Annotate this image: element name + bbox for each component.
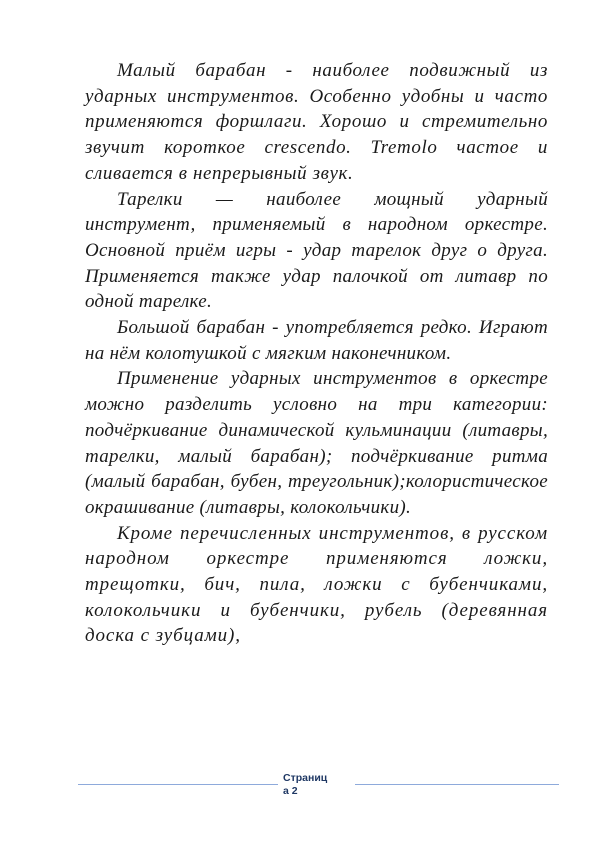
page-footer	[0, 772, 595, 812]
paragraph-percussion-usage: Применение ударных инструментов в оркестре можно разделить условно на три категории: подчёркивание динамической кульминации (литавры, тарелки, малый барабан); подчёркивание ритма (малый барабан, бубен, треугольник);колористическое окрашивание (литавры, колокольчики).	[85, 368, 548, 518]
page-number-label: Страниц а 2	[283, 772, 328, 797]
paragraph-cymbals: Тарелки — наиболее мощный ударный инструмент, применяемый в народном оркестре. Основной приём игры - удар тарелок друг о друга. Применяется также удар палочкой от литавр по одной тарелке.	[85, 188, 548, 313]
document-body	[85, 58, 548, 649]
paragraph-snare-drum: Малый барабан - наиболее подвижный из ударных инструментов. Особенно удобны и часто применяются форшлаги. Хорошо и стремительно звучит короткое crescendo. Tremolo частое и сливается в непрерывный звук.	[85, 60, 548, 184]
footer-rule-right	[355, 784, 559, 785]
footer-rule-left	[78, 784, 278, 785]
paragraph-bass-drum: Большой барабан - употребляется редко. Играют на нём колотушкой с мягким наконечником.	[85, 317, 548, 364]
paragraph-other-instruments: Кроме перечисленных инструментов, в русском народном оркестре применяются ложки, трещотки, бич, пила, ложки с бубенчиками, колокольчики и бубенчики, рубель (деревянная доска с зубцами),	[85, 522, 548, 647]
